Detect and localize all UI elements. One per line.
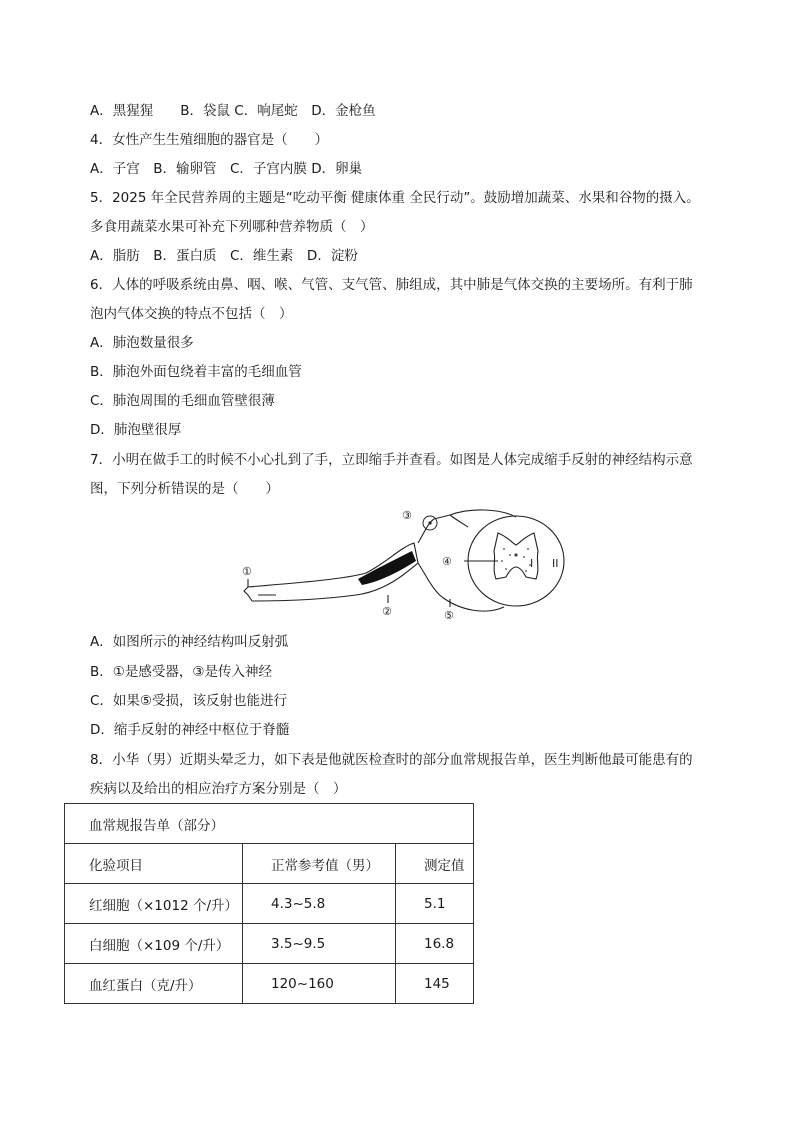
q7-stem-line2: 图，下列分析错误的是（ ）: [90, 481, 279, 497]
cell-reference: 120~160: [243, 964, 396, 1004]
header-item: 化验项目: [65, 844, 243, 884]
q4-options: A．子宫 B．输卵管 C．子宫内膜 D．卵巢: [90, 161, 363, 177]
q4-stem: 4．女性产生生殖细胞的器官是（ ）: [90, 132, 329, 148]
q6-stem-line2: 泡内气体交换的特点不包括（ ）: [90, 306, 293, 322]
header-reference: 正常参考值（男）: [243, 844, 396, 884]
q6-stem-line1: 6．人体的呼吸系统由鼻、咽、喉、气管、支气管、肺组成，其中肺是气体交换的主要场所。有利于肺: [90, 277, 693, 293]
q7-stem-line1: 7．小明在做手工的时候不小心扎到了手，立即缩手并查看。如图是人体完成缩手反射的神经结构示意: [90, 452, 693, 468]
label-4: ④: [442, 555, 452, 568]
cell-measured: 16.8: [396, 924, 474, 964]
q5-stem-line2: 多食用蔬菜水果可补充下列哪种营养物质（ ）: [90, 219, 374, 235]
table-title-row: [65, 804, 474, 844]
table-title: 血常规报告单（部分）: [65, 804, 474, 844]
cell-item: 红细胞（×1012 个/升）: [65, 884, 243, 924]
cell-measured: 145: [396, 964, 474, 1004]
label-region-2: II: [552, 557, 559, 570]
q3-options: A．黑猩猩 B．袋鼠 C．响尾蛇 D．金枪鱼: [90, 103, 376, 119]
reflex-arc-diagram: [236, 503, 576, 625]
table-row: [65, 964, 474, 1004]
table-row: [65, 884, 474, 924]
cell-item: 血红蛋白（克/升）: [65, 964, 243, 1004]
q6-option-b: B．肺泡外面包绕着丰富的毛细血管: [90, 364, 302, 380]
q5-stem-line1: 5．2025 年全民营养周的主题是“吃动平衡 健康体重 全民行动”。鼓励增加蔬菜、水果和谷物的摄入。: [90, 190, 700, 206]
label-2: ②: [382, 605, 392, 618]
cell-measured: 5.1: [396, 884, 474, 924]
q8-stem-line2: 疾病以及给出的相应治疗方案分别是（ ）: [90, 781, 347, 797]
header-measured: 测定值: [396, 844, 474, 884]
q6-option-d: D．肺泡壁很厚: [90, 422, 182, 438]
q5-options: A．脂肪 B．蛋白质 C．维生素 D．淀粉: [90, 248, 358, 264]
blood-report-table: [64, 803, 474, 1004]
q7-option-d: D．缩手反射的神经中枢位于脊髓: [90, 722, 290, 738]
q6-option-c: C．肺泡周围的毛细血管壁很薄: [90, 393, 275, 409]
label-5: ⑤: [444, 609, 454, 622]
cell-reference: 3.5~9.5: [243, 924, 396, 964]
table-header-row: [65, 844, 474, 884]
q6-option-a: A．肺泡数量很多: [90, 335, 194, 351]
cell-reference: 4.3~5.8: [243, 884, 396, 924]
table-row: [65, 924, 474, 964]
q8-stem-line1: 8．小华（男）近期头晕乏力，如下表是他就医检查时的部分血常规报告单，医生判断他最可能患有的: [90, 752, 693, 768]
label-region-1: I: [530, 557, 534, 570]
label-1: ①: [242, 565, 252, 578]
cell-item: 白细胞（×109 个/升）: [65, 924, 243, 964]
q7-option-b: B．①是感受器，③是传入神经: [90, 664, 272, 680]
q7-option-a: A．如图所示的神经结构叫反射弧: [90, 634, 289, 650]
label-3: ③: [402, 509, 412, 522]
q7-option-c: C．如果⑤受损，该反射也能进行: [90, 693, 288, 709]
